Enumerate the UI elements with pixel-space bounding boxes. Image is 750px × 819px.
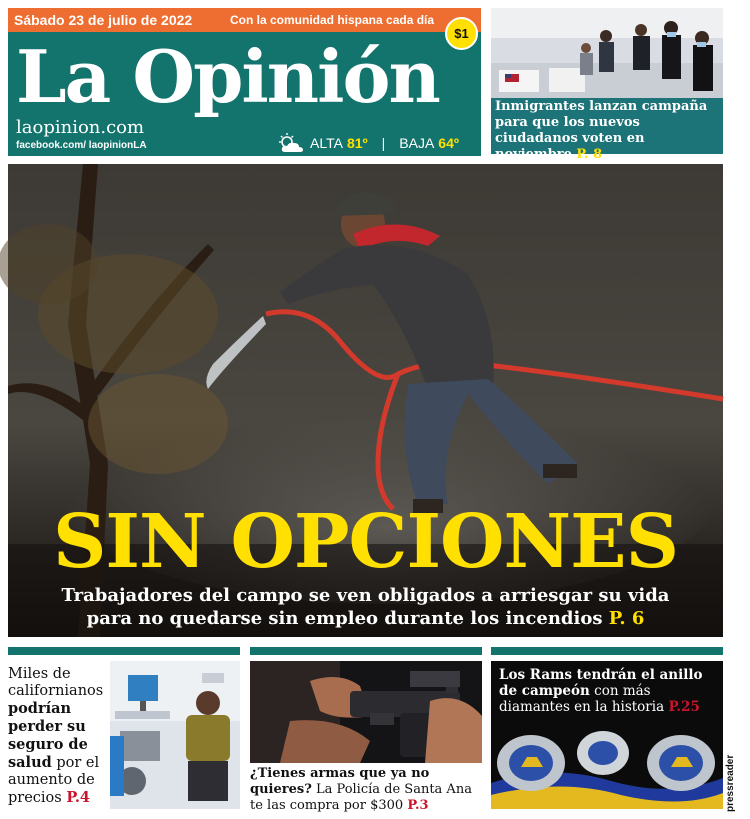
rams-photo-rings: [491, 723, 723, 809]
issue-date: Sábado 23 de julio de 2022: [14, 12, 193, 28]
rams-story[interactable]: [491, 661, 723, 809]
weather-box: [276, 132, 459, 154]
teaser-page-ref[interactable]: P. 8: [576, 147, 603, 162]
pressreader-mark: pressreader: [725, 754, 736, 812]
weather-low-value: 64º: [438, 135, 459, 151]
guns-bold: ¿Tienes armas que ya no quieres?: [250, 766, 430, 797]
guns-page-ref[interactable]: P.3: [407, 798, 429, 813]
top-teaser-story[interactable]: [491, 8, 723, 162]
website-link[interactable]: laopinion.com: [16, 117, 145, 138]
rams-mid: con más diamantes en la historia: [499, 683, 665, 715]
insurance-bold: podrían perder su seguro de salud: [8, 700, 88, 771]
weather-separator: |: [381, 135, 386, 151]
masthead: [8, 8, 481, 156]
section-rule-center: [250, 647, 482, 655]
rams-page-ref[interactable]: P.25: [668, 699, 700, 715]
insurance-lead: Miles de californianos: [8, 666, 104, 699]
guns-story-text[interactable]: [250, 766, 482, 814]
section-rule-left: [8, 647, 240, 655]
teaser-headline-text: Inmigrantes lanzan campaña para que los nuevos ciudadanos voten en noviembre: [495, 99, 708, 162]
weather-high-value: 81º: [346, 135, 368, 151]
weather-low-label: BAJA: [399, 135, 435, 151]
fine-print-column: [724, 668, 740, 748]
hero-deck-line2: para no quedarse sin empleo durante los incendios: [86, 608, 603, 629]
guns-photo-handgun: [250, 661, 482, 763]
hero-deck: [8, 584, 723, 630]
section-rule-right: [491, 647, 723, 655]
rams-story-text: [499, 667, 719, 715]
insurance-rest: por el aumento de precios: [8, 755, 100, 806]
guns-rest: La Policía de Santa Ana te las compra por $300: [250, 782, 472, 813]
insurance-page-ref[interactable]: P.4: [66, 789, 90, 806]
hero-deck-line1: Trabajadores del campo se ven obligados a arriesgar su vida: [61, 585, 670, 606]
sun-cloud-icon: [276, 132, 306, 154]
price-badge: $1: [445, 17, 478, 50]
rams-bold: Los Rams tendrán el anillo de campeón: [499, 667, 703, 699]
hero-headline: SIN OPCIONES: [52, 499, 679, 585]
insurance-photo-clinic: [110, 661, 240, 809]
teaser-photo-voters: [491, 8, 723, 98]
insurance-story-text[interactable]: [8, 666, 108, 807]
social-link[interactable]: facebook.com/ laopinionLA: [16, 140, 147, 151]
newspaper-logo: La Opinión: [16, 34, 439, 119]
masthead-tagline: Con la comunidad hispana cada día: [230, 13, 435, 27]
hero-story[interactable]: [8, 164, 723, 637]
teaser-headline: [495, 99, 721, 163]
hero-page-ref[interactable]: P. 6: [608, 608, 645, 629]
weather-high-label: ALTA: [310, 135, 343, 151]
